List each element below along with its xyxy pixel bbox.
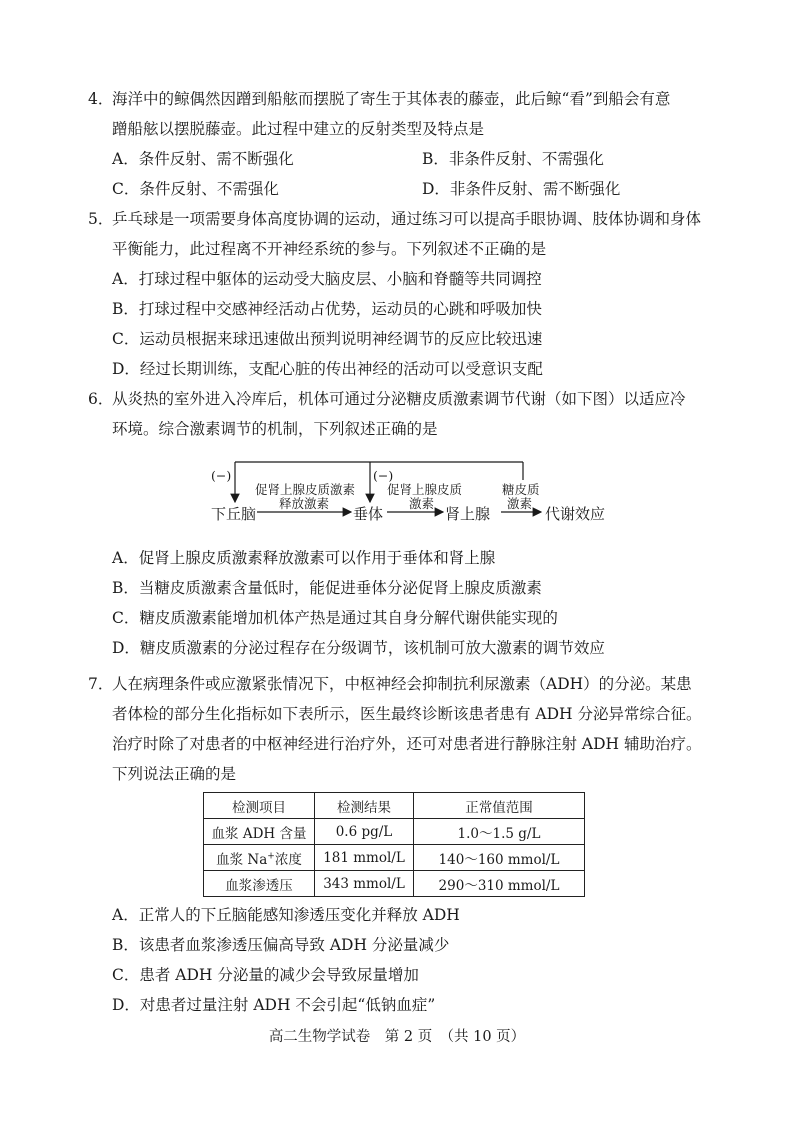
table-row: [204, 871, 585, 897]
option-a: A．正常人的下丘脑能感知渗透压变化并释放 ADH: [112, 906, 460, 924]
option-c: C．条件反射、不需强化: [112, 180, 279, 198]
question-text: 治疗时除了对患者的中枢神经进行治疗外，还可对患者进行静脉注射 ADH 辅助治疗。: [112, 735, 702, 753]
table-header-row: [204, 793, 585, 819]
hormone-label: 释放激素: [279, 496, 330, 511]
option-a: A．条件反射、需不断强化: [112, 150, 294, 168]
question-6: [88, 384, 728, 444]
option-b: B．当糖皮质激素含量低时，能促进垂体分泌促肾上腺皮质激素: [112, 579, 542, 597]
table-row: [204, 819, 585, 845]
question-number: 4．: [88, 90, 114, 108]
option-a: A．打球过程中躯体的运动受大脑皮层、小脑和脊髓等共同调控: [112, 270, 542, 288]
option-b: B．打球过程中交感神经活动占优势，运动员的心跳和呼吸加快: [112, 300, 542, 318]
superscript: +: [267, 851, 275, 861]
question-text: 者体检的部分生化指标如下表所示，医生最终诊断该患者患有 ADH 分泌异常综合征。: [112, 705, 702, 723]
hormone-label: 促肾上腺皮质: [387, 482, 463, 497]
hormone-label: 激素: [507, 496, 533, 511]
table-cell: 343 mmol/L: [315, 871, 414, 897]
question-5: [88, 204, 728, 264]
table-cell: 0.6 pg/L: [315, 819, 414, 845]
node-adrenal: 肾上腺: [445, 505, 491, 523]
hormone-label: 糖皮质: [502, 482, 540, 497]
question-text: 乒乓球是一项需要身体高度协调的运动，通过练习可以提高手眼协调、肢体协调和身体: [112, 210, 702, 228]
option-b: B．该患者血浆渗透压偏高导致 ADH 分泌量减少: [112, 936, 450, 954]
question-text: 的是: [515, 240, 547, 258]
table-cell: 181 mmol/L: [315, 845, 414, 871]
option-c: C．患者 ADH 分泌量的减少会导致尿量增加: [112, 966, 419, 984]
question-text: 环境。综合激素调节的机制，下列叙述正确的是: [112, 420, 438, 438]
question-number: 5．: [88, 210, 114, 228]
question-text: 平衡能力，此过程离不开神经系统的参与。下列叙述: [112, 240, 469, 258]
question-number: 6．: [88, 390, 114, 408]
table-row: [204, 845, 585, 871]
table-header: 正常值范围: [414, 793, 585, 819]
cell-text: 浓度: [274, 851, 302, 868]
cell-text: 血浆 Na: [216, 851, 268, 868]
question-text: 海洋中的鲸偶然因蹭到船舷而摆脱了寄生于其体表的藤壶，此后鲸“看”到船会有意: [112, 90, 671, 108]
question-text: 下列说法正确的是: [112, 765, 237, 783]
table-cell: [204, 845, 315, 871]
table-cell: 290～310 mmol/L: [414, 871, 585, 897]
hormone-label: 激素: [409, 496, 435, 511]
option-d: D．糖皮质激素的分泌过程存在分级调节，该机制可放大激素的调节效应: [112, 639, 605, 657]
table-cell: 血浆渗透压: [204, 871, 315, 897]
option-c: C．糖皮质激素能增加机体产热是通过其自身分解代谢供能实现的: [112, 609, 558, 627]
lab-results-table: [203, 792, 585, 897]
emphasis-char: 不 ·: [469, 240, 485, 258]
question-text: 从炎热的室外进入冷库后，机体可通过分泌糖皮质激素调节代谢（如下图）以适应冷: [112, 390, 686, 408]
question-text: 人在病理条件或应激紧张情况下，中枢神经会抑制抗利尿激素（ADH）的分泌。某患: [112, 675, 692, 693]
emphasis-char: 正 ·: [484, 240, 500, 258]
option-b: B．非条件反射、不需强化: [422, 150, 604, 168]
option-c: C．运动员根据来球迅速做出预判说明神经调节的反应比较迅速: [112, 330, 543, 348]
option-d: D．经过长期训练，支配心脏的传出神经的活动可以受意识支配: [112, 360, 543, 378]
question-4: [88, 84, 728, 144]
table-header: 检测结果: [315, 793, 414, 819]
table-cell: 140～160 mmol/L: [414, 845, 585, 871]
question-7: [88, 669, 728, 789]
node-metabolic-effect: 代谢效应: [545, 505, 606, 523]
table-cell: 1.0～1.5 g/L: [414, 819, 585, 845]
option-d: D．非条件反射、需不断强化: [422, 180, 621, 198]
table-cell: 血浆 ADH 含量: [204, 819, 315, 845]
question-text: 蹭船舷以摆脱藤壶。此过程中建立的反射类型及特点是: [112, 120, 485, 138]
option-a: A．促肾上腺皮质激素释放激素可以作用于垂体和肾上腺: [112, 549, 496, 567]
hormone-regulation-diagram: [205, 458, 625, 528]
emphasis-char: 确 ·: [500, 240, 516, 258]
negative-feedback-label: (−): [211, 468, 232, 483]
question-number: 7．: [88, 675, 114, 693]
option-d: D．对患者过量注射 ADH 不会引起“低钠血症”: [112, 996, 436, 1014]
node-pituitary: 垂体: [353, 505, 384, 523]
node-hypothalamus: 下丘脑: [211, 505, 257, 523]
table-header: 检测项目: [204, 793, 315, 819]
negative-feedback-label: (−): [373, 468, 394, 483]
page-footer: 高二生物学试卷 第 2 页 （共 10 页）: [268, 1029, 526, 1045]
hormone-label: 促肾上腺皮质激素: [255, 482, 356, 497]
